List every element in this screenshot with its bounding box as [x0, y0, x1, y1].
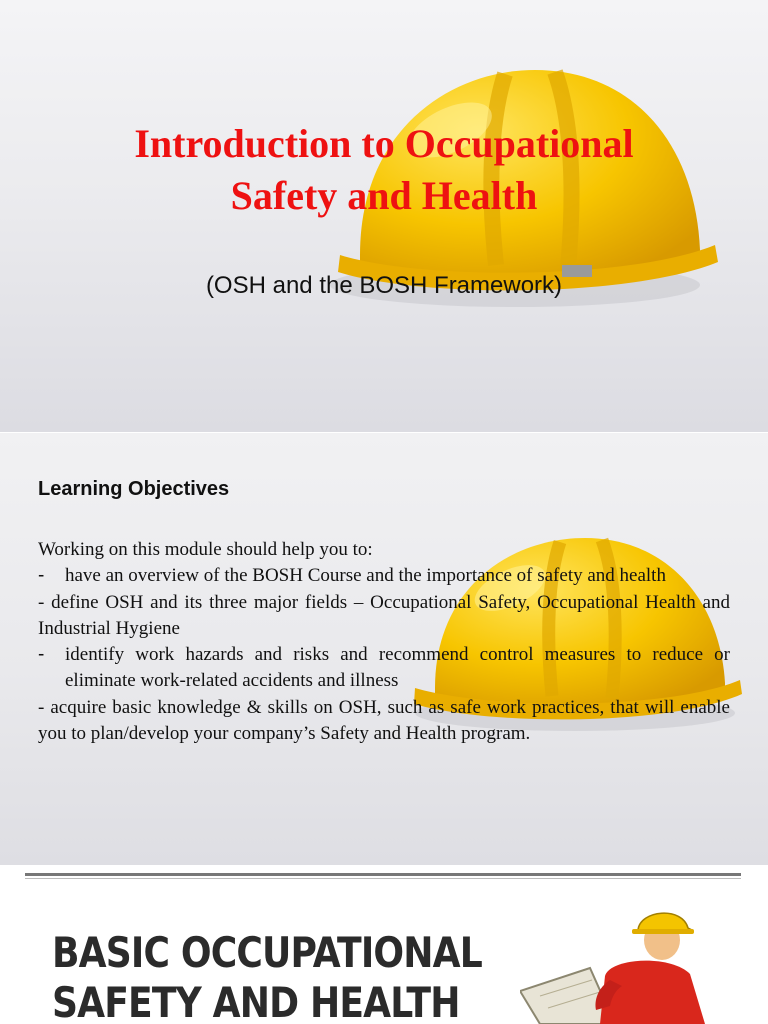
list-item-text: have an overview of the BOSH Course and the importance of safety and health [65, 565, 666, 587]
title-line-1: Introduction to Occupational [134, 121, 634, 166]
title-slide [0, 0, 768, 432]
divider [25, 878, 741, 879]
banner-title [52, 928, 482, 1024]
list-item-text: - define OSH and its three major fields – Occupational Safety, Occupational Health and Industrial Hygiene [38, 591, 730, 639]
list-item [38, 642, 730, 695]
banner-line-2: SAFETY AND HEALTH [52, 978, 460, 1024]
banner-slide [0, 866, 768, 1024]
list-item-text: - acquire basic knowledge & skills on OSH, such as safe work practices, that will enable you to plan/develop your company’s Safety and Health program. [38, 696, 730, 745]
title-line-2: Safety and Health [230, 173, 538, 218]
objectives-slide [0, 433, 768, 865]
bullet-dash: - [38, 565, 45, 587]
intro-text: Working on this module should help you to: [38, 539, 373, 560]
banner-line-1: BASIC OCCUPATIONAL [52, 928, 482, 977]
construction-worker-icon [520, 896, 720, 1024]
section-heading: Learning Objectives [38, 478, 230, 500]
objectives-body [38, 537, 730, 747]
divider [25, 873, 741, 876]
page-subtitle: (OSH and the BOSH Framework) [205, 272, 563, 299]
list-item-text: identify work hazards and risks and recommend control measures to reduce or eliminate work-related accidents and illness [65, 644, 730, 692]
page-title [0, 118, 768, 222]
list-item [38, 563, 730, 589]
bullet-dash: - [38, 644, 45, 666]
